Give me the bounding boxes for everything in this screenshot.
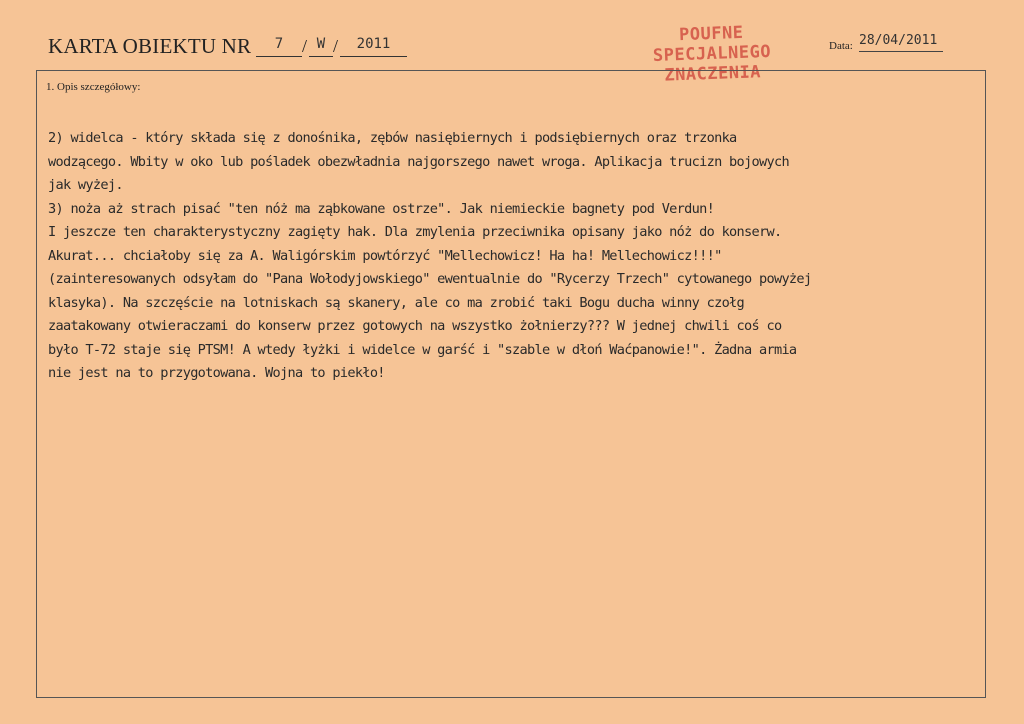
description-text (48, 127, 982, 386)
object-year-field: 2011 (340, 36, 407, 57)
text-line: 2) widelca - który składa się z donośnika, zębów nasiębiernych i podsiębiernych oraz trzonka (48, 130, 737, 146)
text-line: Akurat... chciałoby się za A. Waligórskim powtórzyć "Mellechowicz! Ha ha! Mellechowicz!!!" (48, 247, 722, 264)
text-line: I jeszcze ten charakterystyczny zagięty hak. Dla zmylenia przeciwnika opisany jako nóż do konserw. (48, 224, 782, 240)
section-label: 1. Opis szczegółowy: (46, 81, 141, 93)
text-line: zaatakowany otwieraczami do konserw przez gotowych na wszystko żołnierzy??? W jednej chwili coś co (48, 318, 782, 334)
separator-slash: / (302, 36, 308, 56)
date-field: 28/04/2011 (859, 33, 943, 52)
text-line: jak wyżej. (48, 177, 123, 193)
date-label: Data: (829, 40, 853, 52)
separator-slash: / (333, 36, 339, 56)
text-line: wodzącego. Wbity w oko lub pośladek obezwładnia najgorszego nawet wroga. Aplikacja trucizn bojowych (48, 153, 789, 170)
text-line: klasyka). Na szczęście na lotniskach są skanery, ale co ma zrobić taki Bogu ducha winny czołg (48, 294, 745, 311)
object-number-field: 7 (256, 36, 302, 57)
object-series-field: W (309, 36, 333, 57)
text-line: nie jest na to przygotowana. Wojna to piekło! (48, 365, 385, 381)
stamp-line: ZNACZENIA (664, 62, 762, 86)
description-frame (36, 70, 986, 698)
text-line: było T-72 staje się PTSM! A wtedy łyżki i widelce w garść i "szable w dłoń Waćpanowie!". Żadna armia (48, 341, 797, 358)
card-title: KARTA OBIEKTU NR (48, 34, 252, 58)
text-line: (zainteresowanych odsyłam do "Pana Wołodyjowskiego" ewentualnie do "Rycerzy Trzech" cytowanego powyżej (48, 271, 812, 287)
text-line: 3) noża aż strach pisać "ten nóż ma ząbkowane ostrze". Jak niemieckie bagnety pod Verdun! (48, 200, 715, 217)
stamp-line: POUFNE (678, 22, 744, 46)
stamp-line: SPECJALNEGO (652, 41, 772, 67)
